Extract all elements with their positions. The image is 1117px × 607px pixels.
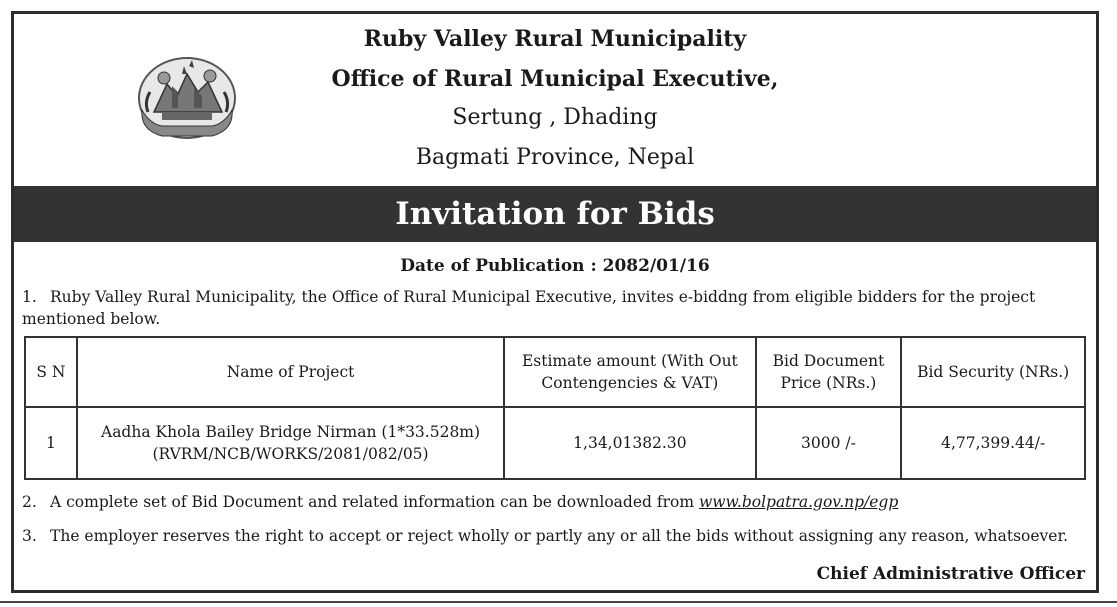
column-header-bid-security: Bid Security (NRs.) (901, 337, 1085, 407)
table-header-row (25, 337, 1085, 407)
province-country: Bagmati Province, Nepal (415, 145, 695, 170)
paragraph-3 (22, 525, 1090, 547)
paragraph-number: 3. (22, 527, 37, 545)
notice-header (14, 14, 1096, 186)
signatory-title: Chief Administrative Officer (816, 564, 1085, 584)
table-row (25, 407, 1085, 479)
bolpatra-link[interactable]: www.bolpatra.gov.np/egp (698, 493, 899, 511)
cell-sn: 1 (25, 407, 77, 479)
bids-table (24, 336, 1086, 480)
paragraph-1 (22, 286, 1090, 330)
cell-bid-security: 4,77,399.44/- (901, 407, 1085, 479)
column-header-document-price: Bid Document Price (NRs.) (756, 337, 902, 407)
cell-document-price: 3000 /- (756, 407, 902, 479)
bottom-divider (0, 601, 1117, 603)
paragraph-3-text: The employer reserves the right to accept or reject wholly or partly any or all the bids without assigning any reason, whatsoever. (50, 527, 1069, 545)
column-header-project-name: Name of Project (77, 337, 504, 407)
publication-date: Date of Publication : 2082/01/16 (400, 256, 710, 276)
office-name: Office of Rural Municipal Executive, (331, 66, 779, 92)
paragraph-number: 2. (22, 493, 37, 511)
column-header-sn: S N (25, 337, 77, 407)
notice-title-banner: Invitation for Bids (14, 186, 1096, 242)
cell-project-name: Aadha Khola Bailey Bridge Nirman (1*33.528m) (RVRM/NCB/WORKS/2081/082/05) (77, 407, 504, 479)
paragraph-2 (22, 491, 1090, 513)
paragraph-number: 1. (22, 288, 37, 306)
cell-estimate: 1,34,01382.30 (504, 407, 755, 479)
municipality-name: Ruby Valley Rural Municipality (363, 26, 747, 52)
notice-frame (11, 11, 1099, 593)
paragraph-1-text: Ruby Valley Rural Municipality, the Office of Rural Municipal Executive, invites e-biddng from eligible bidders for the project mentioned below. (22, 288, 1036, 328)
column-header-estimate: Estimate amount (With Out Contengencies & VAT) (504, 337, 755, 407)
paragraph-2-text: A complete set of Bid Document and related information can be downloaded from (50, 493, 695, 511)
office-location: Sertung , Dhading (452, 105, 658, 130)
